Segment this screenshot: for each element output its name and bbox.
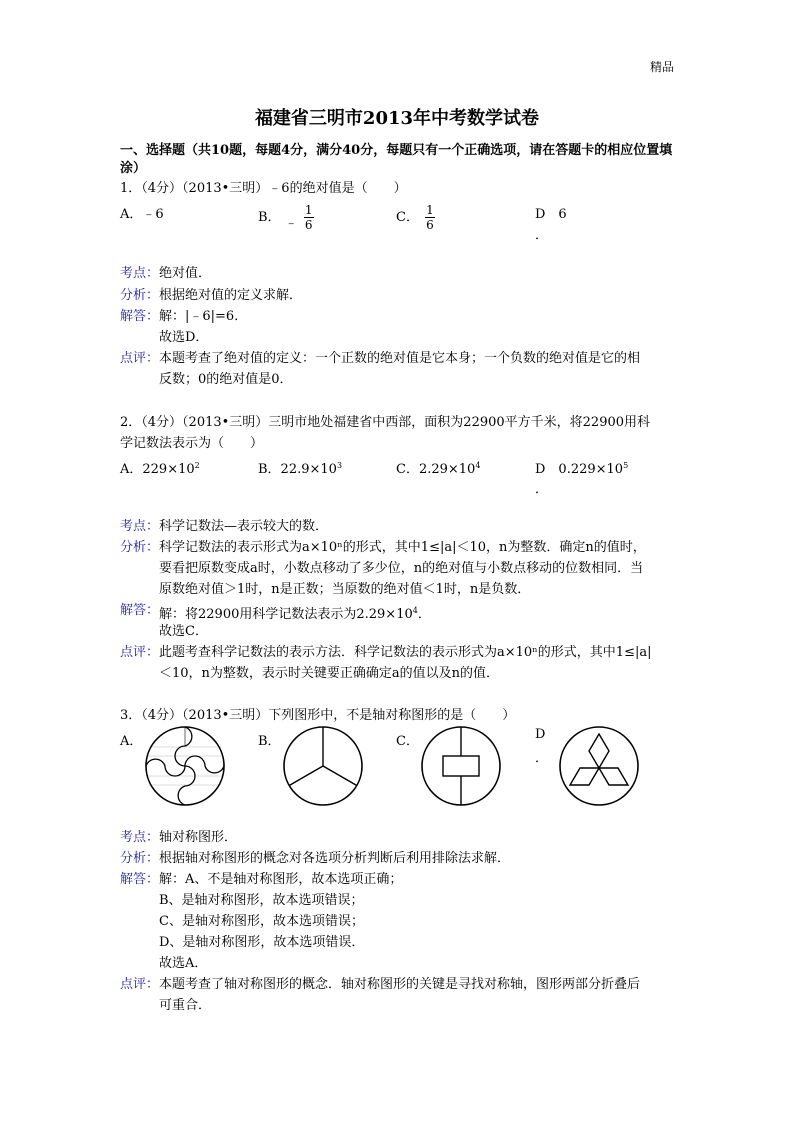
q1-option-c xyxy=(396,203,435,232)
q3-jieda-label: 解答： xyxy=(120,872,160,887)
figure-d-three-diamonds xyxy=(558,725,640,807)
q1-fenxi-label: 分析： xyxy=(120,288,160,303)
q2-d-base: D 0.229×10 xyxy=(535,462,624,477)
q1-option-c-prefix: C． xyxy=(396,210,419,225)
q1-kaodian: 绝对值． xyxy=(159,266,212,281)
q2-fenxi-3: 原数绝对值＞1时，n是正数；当原数的绝对值＜1时，n是负数． xyxy=(159,582,531,597)
page-header: 精品 xyxy=(649,60,674,74)
q2-option-d-dot: ． xyxy=(535,482,549,497)
q2-a-base: A．229×10 xyxy=(120,462,195,477)
q3-jieda-2: B、是轴对称图形，故本选项错误； xyxy=(159,893,364,908)
q1-stem: 1．（4分）（2013•三明）﹣6的绝对值是（ ） xyxy=(120,181,407,196)
q2-b-exp: 3 xyxy=(336,461,343,470)
q3-jieda-3: C、是轴对称图形，故本选项错误； xyxy=(159,914,364,929)
q3-option-c-label: C． xyxy=(396,734,419,749)
q2-c-base: C．2.29×10 xyxy=(396,462,476,477)
q3-kaodian: 轴对称图形． xyxy=(159,830,238,845)
q3-dianping-label: 点评： xyxy=(120,977,160,992)
q2-stem-1: 2．（4分）（2013•三明）三明市地处福建省中西部，面积为22900平方千米，将22900用科 xyxy=(120,415,651,430)
figure-a-pinwheel xyxy=(144,725,226,807)
q1-option-d-dot: ． xyxy=(535,228,549,243)
q3-jieda-1: 解：A、不是轴对称图形，故本选项正确； xyxy=(159,872,403,887)
figure-c-rectangle xyxy=(420,725,502,807)
q1-option-b-fraction xyxy=(304,203,314,232)
q2-jieda-1-end: ． xyxy=(417,607,431,622)
q1-fenxi: 根据绝对值的定义求解． xyxy=(159,288,303,303)
q1-jieda-label: 解答： xyxy=(120,309,160,324)
q1-dianping-1: 本题考查了绝对值的定义：一个正数的绝对值是它本身；一个负数的绝对值是它的相 xyxy=(159,351,641,366)
q1-jieda-1: 解：|﹣6|=6． xyxy=(159,309,248,324)
q2-a-exp: 2 xyxy=(194,461,200,470)
q1-option-a: A．﹣6 xyxy=(120,207,164,222)
q3-option-d-dot: ． xyxy=(535,751,549,766)
exam-title: 福建省三明市2013年中考数学试卷 xyxy=(254,108,540,129)
q2-option-a xyxy=(120,458,200,477)
figure-b-three-sectors xyxy=(282,725,364,807)
section-heading: 一、选择题（共10题，每题4分，满分40分，每题只有一个正确选项，请在答题卡的相应位置填涂） xyxy=(120,143,673,176)
q1-c-denominator: 6 xyxy=(426,218,434,232)
q1-option-c-fraction xyxy=(425,203,435,232)
q1-b-numerator: 1 xyxy=(304,203,313,217)
q2-dianping-1: 此题考查科学记数法的表示方法．科学记数法的表示形式为a×10ⁿ的形式，其中1≤|a| xyxy=(159,645,652,660)
q1-kaodian-label: 考点： xyxy=(120,266,160,281)
q2-dianping-2: ＜10，n为整数，表示时关键要正确确定a的值以及n的值． xyxy=(159,666,500,681)
q2-fenxi-1: 科学记数法的表示形式为a×10ⁿ的形式，其中1≤|a|＜10，n为整数．确定n的值时， xyxy=(159,540,646,555)
q3-dianping-2: 可重合． xyxy=(159,998,212,1013)
q1-option-d: D 6 xyxy=(535,207,567,222)
q2-fenxi-label: 分析： xyxy=(120,540,160,555)
q2-d-exp: 5 xyxy=(623,461,629,470)
q1-b-denominator: 6 xyxy=(304,218,313,232)
q2-dianping-label: 点评： xyxy=(120,645,160,660)
q2-b-base: B．22.9×10 xyxy=(258,462,337,477)
q2-jieda-1-exp: 4 xyxy=(412,606,418,615)
q3-option-a-label: A． xyxy=(120,734,143,749)
q1-dianping-2: 反数；0的绝对值是0． xyxy=(159,372,293,387)
q2-jieda-2: 故选C． xyxy=(159,624,208,639)
q3-dianping-1: 本题考查了轴对称图形的概念．轴对称图形的关键是寻找对称轴，图形两部分折叠后 xyxy=(159,977,641,992)
q1-dianping-label: 点评： xyxy=(120,351,160,366)
q2-jieda-1-text: 解：将22900用科学记数法表示为2.29×10 xyxy=(159,607,413,622)
q3-fenxi-label: 分析： xyxy=(120,851,160,866)
q2-stem-2: 学记数法表示为（ ） xyxy=(120,436,264,451)
q2-option-b xyxy=(258,458,342,477)
q3-fenxi: 根据轴对称图形的概念对各选项分析判断后利用排除法求解． xyxy=(159,851,511,866)
q2-jieda-label: 解答： xyxy=(120,603,160,618)
q1-jieda-2: 故选D． xyxy=(159,330,209,345)
q3-jieda-4: D、是轴对称图形，故本选项错误． xyxy=(159,935,365,950)
q3-stem: 3．（4分）（2013•三明）下列图形中，不是轴对称图形的是（ ） xyxy=(120,708,516,723)
q2-c-exp: 4 xyxy=(475,461,481,470)
q1-option-b-prefix: B． xyxy=(258,210,281,225)
q2-fenxi-2: 要看把原数变成a时，小数点移动了多少位，n的绝对值与小数点移动的位数相同．当 xyxy=(159,561,644,576)
q3-kaodian-label: 考点： xyxy=(120,830,160,845)
q3-jieda-5: 故选A． xyxy=(159,956,208,971)
q1-option-b xyxy=(258,203,314,232)
q2-kaodian: 科学记数法—表示较大的数． xyxy=(159,519,329,534)
q3-option-d-label: D xyxy=(535,727,546,742)
q2-kaodian-label: 考点： xyxy=(120,519,160,534)
q2-option-d xyxy=(535,458,628,477)
q2-option-c xyxy=(396,458,480,477)
q1-c-numerator: 1 xyxy=(426,203,434,217)
q3-option-b-label: B． xyxy=(258,734,281,749)
q1-option-b-sign: ﹣ xyxy=(284,216,298,231)
